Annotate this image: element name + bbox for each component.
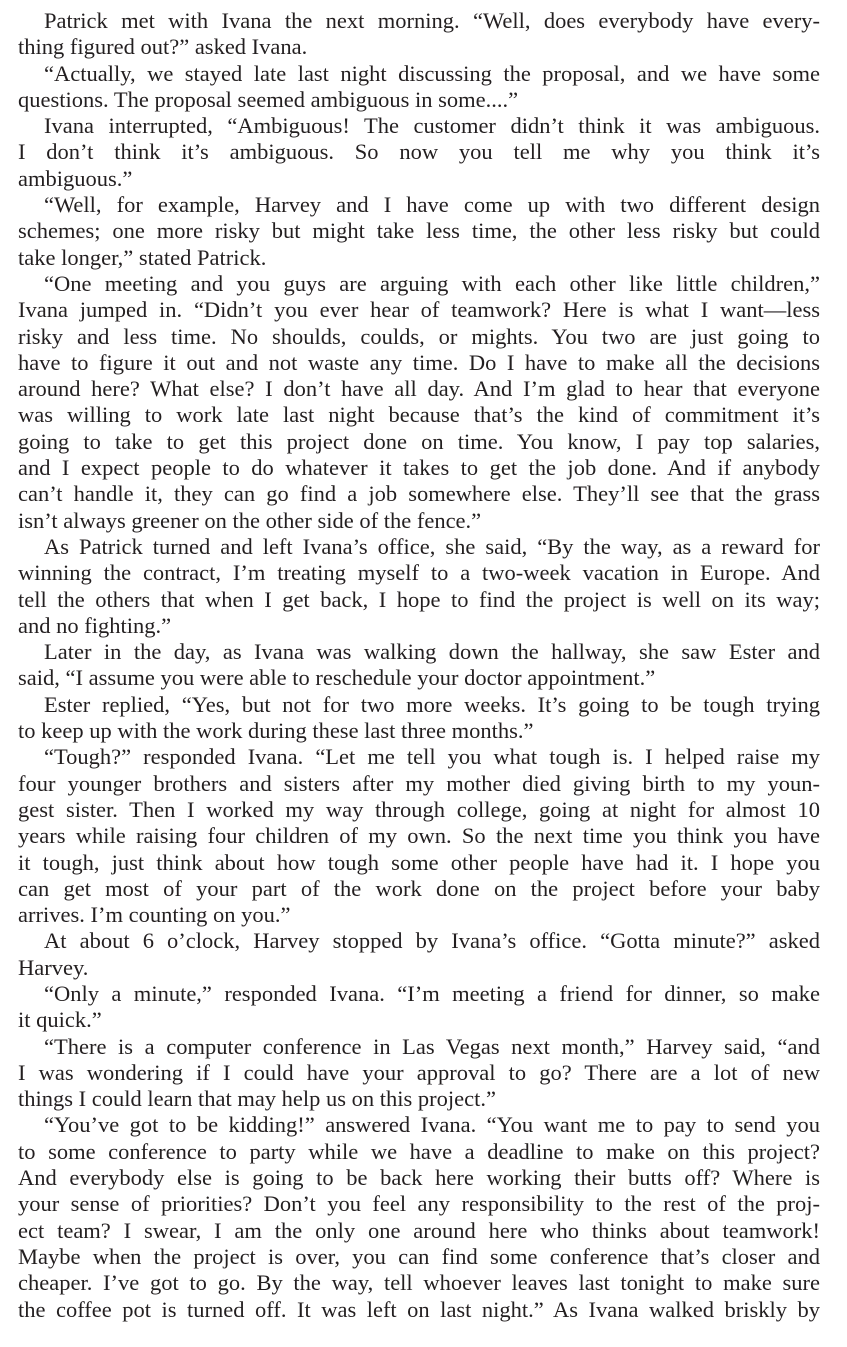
text-line: cheaper. I’ve got to go. By the way, tell whoever leaves last tonight to make sure [18,1270,820,1296]
text-line: things I could learn that may help us on this project.” [18,1086,497,1112]
text-line: Ester replied, “Yes, but not for two more weeks. It’s going to be tough trying [44,691,820,717]
text-line: it tough, just think about how tough some other people have had it. I hope you [18,849,820,875]
text-line: can get most of your part of the work done on the project before your baby [18,875,820,901]
text-line: “One meeting and you guys are arguing with each other like little children,” [44,270,820,296]
text-line: “There is a computer conference in Las Vegas next month,” Harvey said, “and [44,1033,820,1059]
text-line: Later in the day, as Ivana was walking down the hallway, she saw Ester and [44,639,820,665]
text-line: your sense of priorities? Don’t you feel any responsibility to the rest of the proj- [18,1191,820,1217]
text-line: “You’ve got to be kidding!” answered Ivana. “You want me to pay to send you [44,1112,820,1138]
text-line: can’t handle it, they can go find a job somewhere else. They’ll see that the grass [18,481,820,507]
document-page [18,8,820,1323]
text-line: ect team? I swear, I am the only one around here who thinks about teamwork! [18,1217,820,1243]
text-line: schemes; one more risky but might take less time, the other less risky but could [18,218,820,244]
text-line: four younger brothers and sisters after my mother died giving birth to my youn- [18,770,820,796]
text-line: years while raising four children of my own. So the next time you think you have [18,823,820,849]
text-line: to keep up with the work during these last three months.” [18,718,534,744]
text-line: Patrick met with Ivana the next morning. “Well, does everybody have every- [44,8,820,33]
text-line: and I expect people to do whatever it takes to get the job done. And if anybody [18,455,820,481]
text-line: gest sister. Then I worked my way through college, going at night for almost 10 [18,796,820,822]
text-line: thing figured out?” asked Ivana. [18,34,308,60]
text-line: “Well, for example, Harvey and I have come up with two different design [44,192,820,218]
text-line: it quick.” [18,1007,102,1033]
paragraph [18,61,820,114]
text-line: Maybe when the project is over, you can find some conference that’s closer and [18,1243,820,1269]
text-line: As Patrick turned and left Ivana’s office, she said, “By the way, as a reward for [44,533,820,559]
paragraph [18,534,820,639]
text-line: questions. The proposal seemed ambiguous in some....” [18,86,519,112]
paragraph [18,928,820,981]
text-line: I don’t think it’s ambiguous. So now you tell me why you think it’s [18,139,820,165]
text-line: “Tough?” responded Ivana. “Let me tell you what tough is. I helped raise my [44,744,820,770]
text-line: “Actually, we stayed late last night discussing the proposal, and we have some [44,60,820,86]
text-line: said, “I assume you were able to reschedule your doctor appointment.” [18,665,656,691]
text-line: Ivana interrupted, “Ambiguous! The customer didn’t think it was ambiguous. [44,113,820,139]
paragraph [18,981,820,1034]
text-line: Ivana jumped in. “Didn’t you ever hear of teamwork? Here is what I want—less [18,297,820,323]
text-line: arrives. I’m counting on you.” [18,902,291,928]
text-line: Harvey. [18,954,89,980]
paragraph [18,192,820,271]
text-line: have to figure it out and not waste any time. Do I have to make all the decisions [18,349,820,375]
text-line: going to take to get this project done on time. You know, I pay top salaries, [18,428,820,454]
text-line: to some conference to party while we have a deadline to make on this project? [18,1138,820,1164]
text-line: And everybody else is going to be back here working their butts off? Where is [18,1165,820,1191]
text-line: I was wondering if I could have your approval to go? There are a lot of new [18,1059,820,1085]
text-line: and no fighting.” [18,612,172,638]
text-line: winning the contract, I’m treating myself to a two-week vacation in Europe. And [18,560,820,586]
text-line: take longer,” stated Patrick. [18,244,267,270]
paragraph [18,639,820,692]
text-line: isn’t always greener on the other side of the fence.” [18,507,482,533]
paragraph [18,744,820,928]
text-line: At about 6 o’clock, Harvey stopped by Ivana’s office. “Gotta minute?” asked [44,928,820,954]
text-line: was willing to work late last night because that’s the kind of commitment it’s [18,402,820,428]
paragraph [18,1034,820,1113]
text-line: around here? What else? I don’t have all day. And I’m glad to hear that everyone [18,376,820,402]
paragraph [18,692,820,745]
paragraph [18,113,820,192]
text-line: risky and less time. No shoulds, coulds, or mights. You two are just going to [18,323,820,349]
text-line: ambiguous.” [18,165,133,191]
text-line: tell the others that when I get back, I hope to find the project is well on its way; [18,586,820,612]
paragraph [18,271,820,534]
text-line: “Only a minute,” responded Ivana. “I’m meeting a friend for dinner, so make [44,980,820,1006]
paragraph [18,8,820,61]
paragraph [18,1112,820,1322]
text-line: the coffee pot is turned off. It was left on last night.” As Ivana walked briskly by [18,1296,820,1322]
